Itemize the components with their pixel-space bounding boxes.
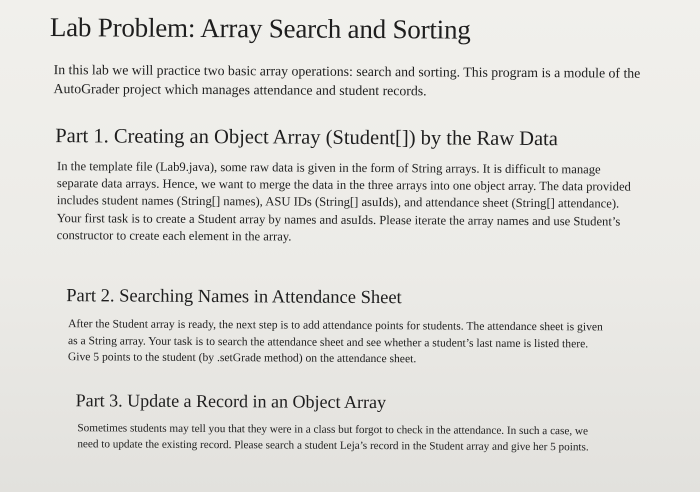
- part-2-title: Part 2. Searching Names in Attendance Sheet: [66, 286, 402, 309]
- part-2-body: After the Student array is ready, the next step is to add attendance points for students. The attendance sheet is given as a String array. Your task is to search the attendance sheet and see whether a student’s last name is listed there. Give 5 points to the student (by .setGrade method) on the attendance sheet.: [67, 317, 603, 366]
- intro-paragraph: In this lab we will practice two basic array operations: search and sorting. This program is a module of the AutoGrader project which manages attendance and student records.: [53, 62, 641, 99]
- part-1-title: Part 1. Creating an Object Array (Student[]) by the Raw Data: [55, 125, 558, 151]
- part-3-title: Part 3. Update a Record in an Object Array: [75, 390, 387, 413]
- part-1-body: In the template file (Lab9.java), some raw data is given in the form of String arrays. It is difficult to manage separate data arrays. Hence, we want to merge the data in the three arrays into one object array. The data provided includes student names (String[] names), ASU IDs (String[] asuIds), and attendance sheet (String[] attendance). Your first task is to create a Student array by names and asuIds. Please iterate the array names and use Student’s constructor to create each element in the array.: [56, 159, 631, 244]
- page-title: Lab Problem: Array Search and Sorting: [49, 12, 471, 45]
- lab-sheet: [40, 10, 680, 454]
- part-3-body: Sometimes students may tell you that they were in a class but forgot to check in the attendance. In such a case, we need to update the existing record. Please search a student Leja’s record in the Student array and give her 5 points.: [77, 422, 589, 454]
